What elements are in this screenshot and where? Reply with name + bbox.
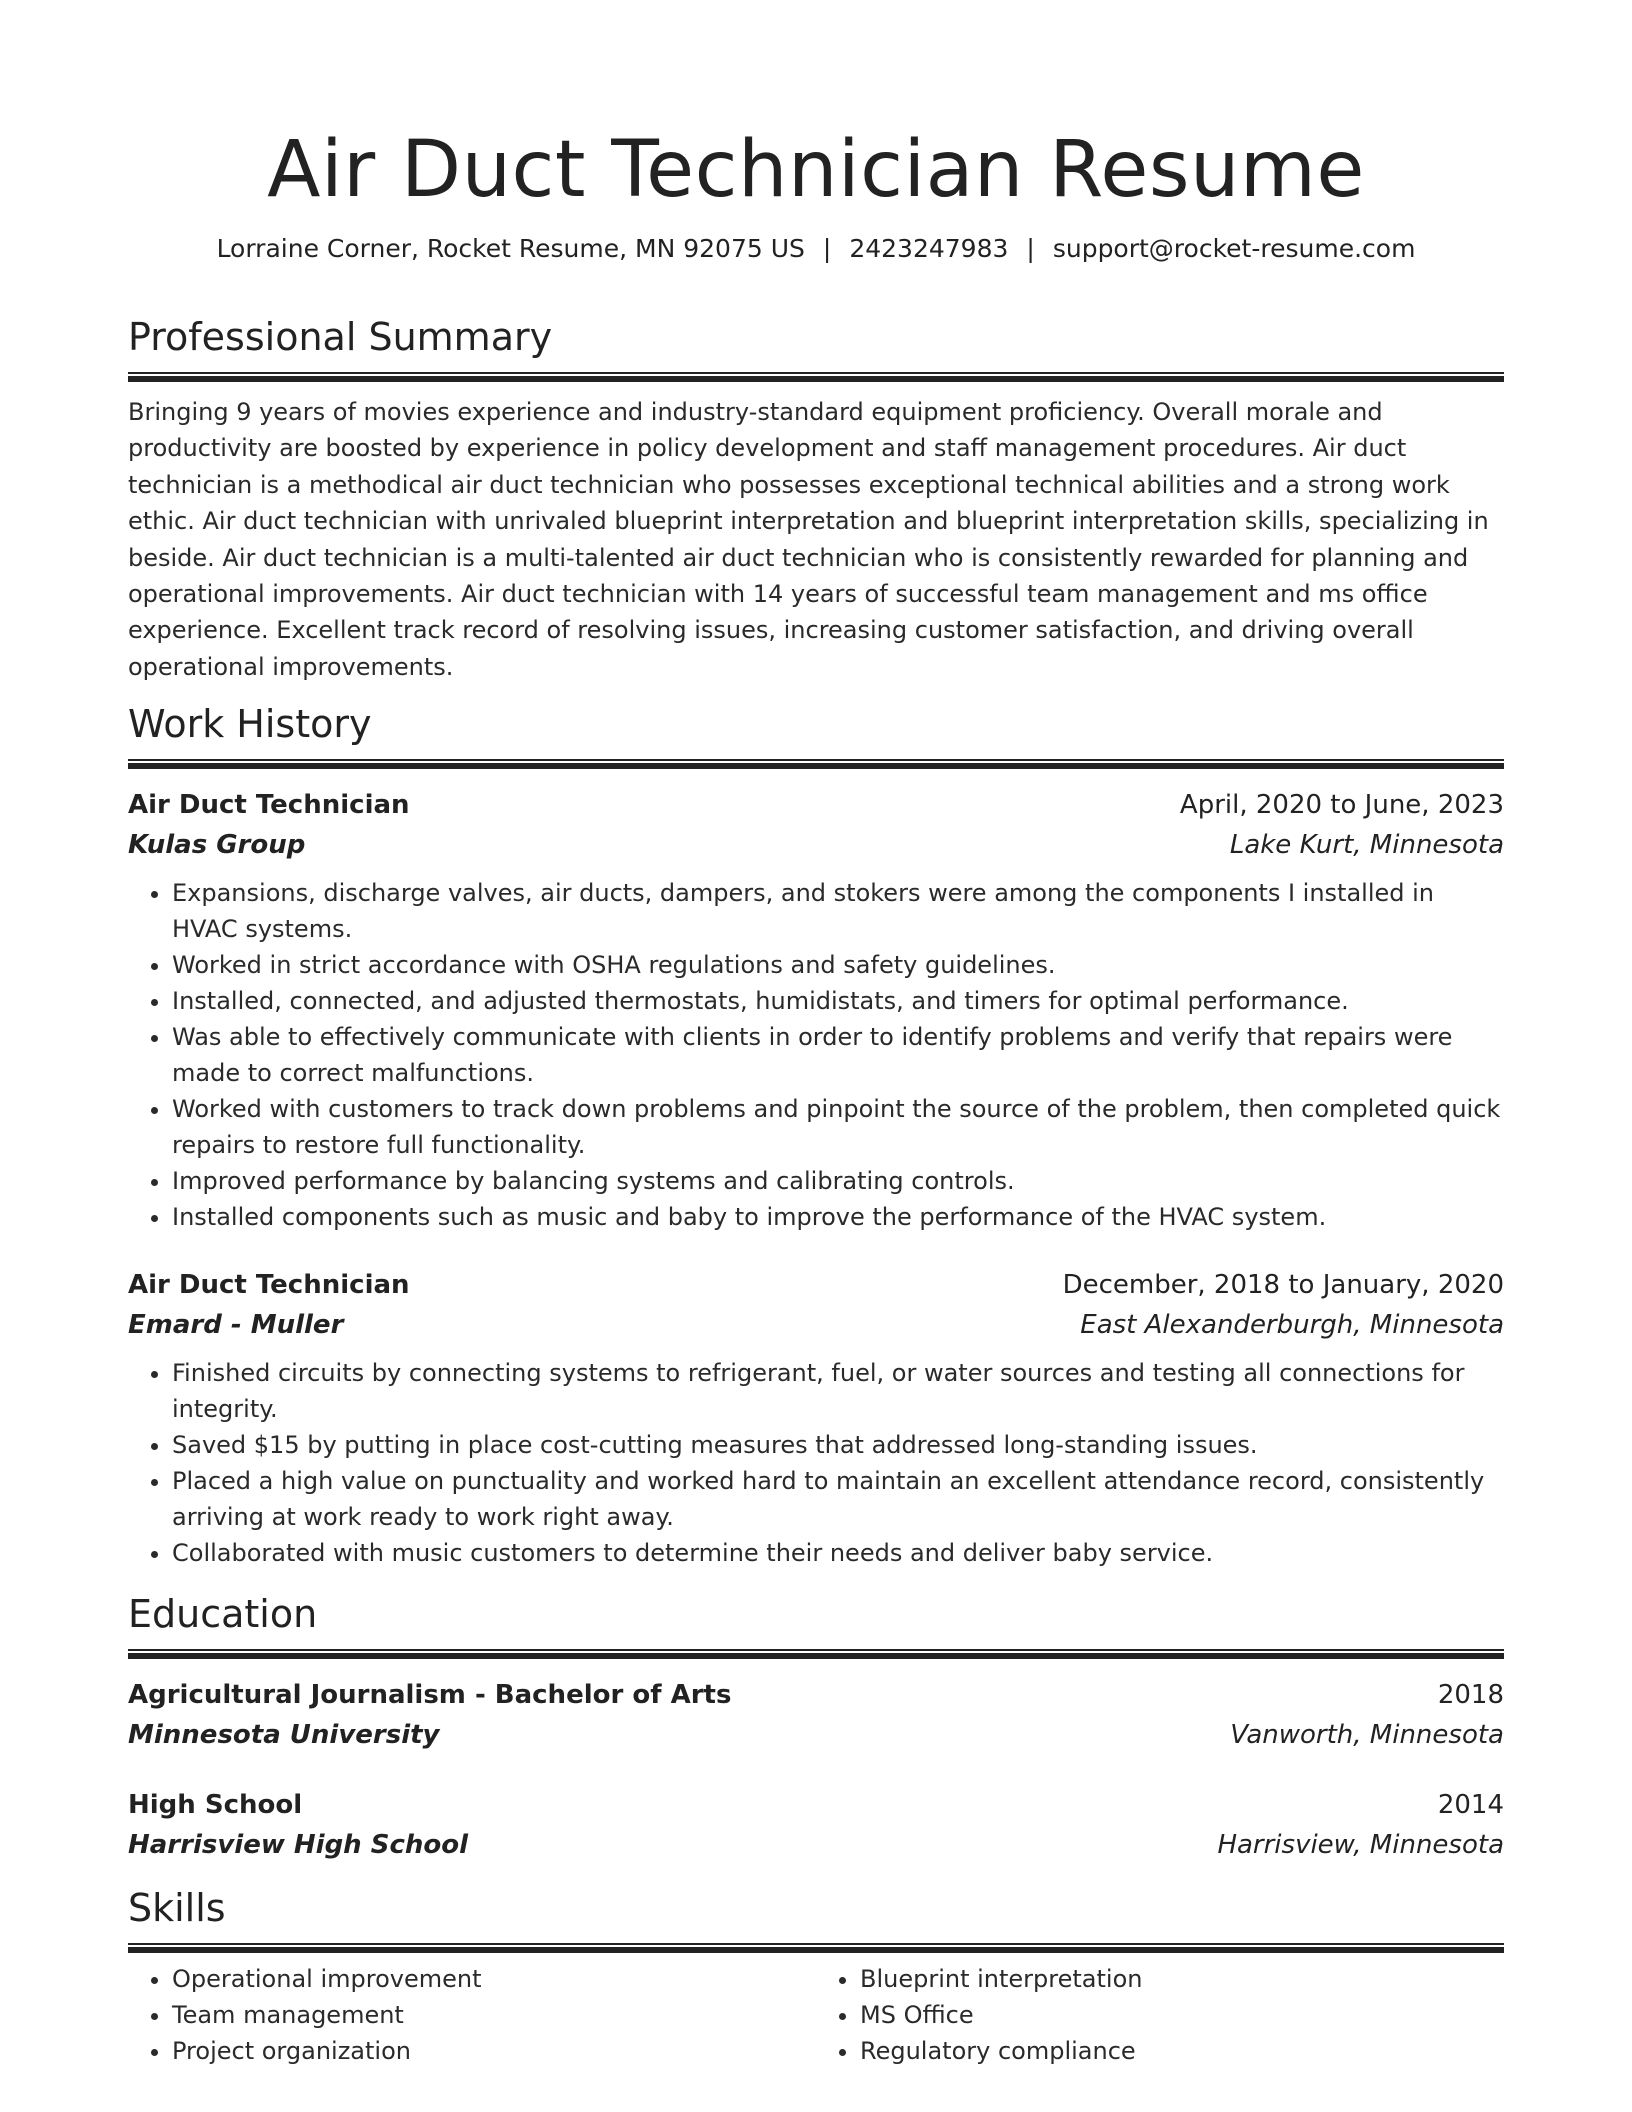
section-heading-skills: Skills bbox=[128, 1886, 226, 1931]
skill-item: • MS Office bbox=[860, 1997, 1504, 2033]
job-location: Lake Kurt, Minnesota bbox=[1229, 830, 1504, 861]
work-section bbox=[128, 699, 1504, 1571]
job-company: Kulas Group bbox=[128, 830, 306, 861]
section-divider bbox=[128, 759, 1504, 769]
education-year: 2018 bbox=[1437, 1680, 1504, 1711]
section-divider bbox=[128, 1649, 1504, 1659]
skills-list-left bbox=[128, 1961, 816, 2069]
job-company-row bbox=[128, 1305, 1504, 1345]
contact-separator: | bbox=[1026, 234, 1035, 263]
job-location: East Alexanderburgh, Minnesota bbox=[1080, 1310, 1504, 1341]
summary-text: Bringing 9 years of movies experience and industry-standard equipment proficiency. Overall morale and productivity are boosted by experience in policy development and staff management procedures. Air duct technician is a methodical air duct technician who possesses exceptional technical abilities and a strong work ethic. Air duct technician with unrivaled blueprint interpretation and blueprint interpretation skills, specializing in beside. Air duct technician is a multi-talented air duct technician who is consistently rewarded for planning and operational improvements. Air duct technician with 14 years of successful team management and ms office experience. Excellent track record of resolving issues, increasing customer satisfaction, and driving overall operational improvements. bbox=[128, 398, 1489, 681]
job-bullet: • Worked in strict accordance with OSHA regulations and safety guidelines. bbox=[172, 947, 1504, 983]
job-entry bbox=[128, 1265, 1504, 1571]
job-bullet: • Collaborated with music customers to determine their needs and deliver baby service. bbox=[172, 1535, 1504, 1571]
section-divider bbox=[128, 1943, 1504, 1953]
skills-list-right bbox=[816, 1961, 1504, 2069]
section-heading-summary: Professional Summary bbox=[128, 315, 553, 359]
education-year: 2014 bbox=[1437, 1790, 1504, 1821]
skills-section bbox=[128, 1883, 1504, 2069]
education-entry bbox=[128, 1675, 1504, 1755]
education-school-row bbox=[128, 1825, 1504, 1865]
job-bullet: • Installed components such as music and baby to improve the performance of the HVAC system. bbox=[172, 1199, 1504, 1235]
education-location: Vanworth, Minnesota bbox=[1230, 1720, 1504, 1751]
job-header-row bbox=[128, 785, 1504, 825]
job-bullets bbox=[128, 1355, 1504, 1571]
job-company: Emard - Muller bbox=[128, 1310, 344, 1341]
education-degree: High School bbox=[128, 1790, 303, 1821]
education-school-row bbox=[128, 1715, 1504, 1755]
job-bullet: • Installed, connected, and adjusted thermostats, humidistats, and timers for optimal performance. bbox=[172, 983, 1504, 1019]
skill-item: • Regulatory compliance bbox=[860, 2033, 1504, 2069]
job-bullet: • Finished circuits by connecting systems to refrigerant, fuel, or water sources and testing all connections for integrity. bbox=[172, 1355, 1504, 1427]
section-heading-work: Work History bbox=[128, 702, 372, 747]
job-company-row bbox=[128, 825, 1504, 865]
education-header-row bbox=[128, 1675, 1504, 1715]
resume-page bbox=[128, 0, 1504, 2069]
job-header-row bbox=[128, 1265, 1504, 1305]
resume-title: Air Duct Technician Resume bbox=[267, 125, 1365, 215]
contact-phone: 2423247983 bbox=[849, 234, 1009, 263]
contact-line bbox=[128, 232, 1504, 266]
job-bullet: • Improved performance by balancing systems and calibrating controls. bbox=[172, 1163, 1504, 1199]
job-bullet: • Expansions, discharge valves, air ducts, dampers, and stokers were among the components I installed in HVAC systems. bbox=[172, 875, 1504, 947]
job-dates: April, 2020 to June, 2023 bbox=[1179, 790, 1504, 821]
skills-grid bbox=[128, 1961, 1504, 2069]
education-entry bbox=[128, 1785, 1504, 1865]
job-bullets bbox=[128, 875, 1504, 1235]
section-divider bbox=[128, 372, 1504, 382]
job-entry bbox=[128, 785, 1504, 1235]
contact-email: support@rocket-resume.com bbox=[1052, 234, 1416, 263]
summary-section bbox=[128, 312, 1504, 685]
skill-item: • Project organization bbox=[172, 2033, 816, 2069]
job-title: Air Duct Technician bbox=[128, 1270, 410, 1301]
education-header-row bbox=[128, 1785, 1504, 1825]
job-bullet: • Worked with customers to track down problems and pinpoint the source of the problem, then completed quick repairs to restore full functionality. bbox=[172, 1091, 1504, 1163]
education-school: Harrisview High School bbox=[128, 1830, 469, 1861]
education-school: Minnesota University bbox=[128, 1720, 440, 1751]
skill-item: • Blueprint interpretation bbox=[860, 1961, 1504, 1997]
job-bullet: • Was able to effectively communicate with clients in order to identify problems and verify that repairs were made to correct malfunctions. bbox=[172, 1019, 1504, 1091]
section-heading-education: Education bbox=[128, 1592, 318, 1637]
job-bullet: • Saved $15 by putting in place cost-cutting measures that addressed long-standing issues. bbox=[172, 1427, 1504, 1463]
contact-address: Lorraine Corner, Rocket Resume, MN 92075 US bbox=[216, 234, 805, 263]
contact-separator: | bbox=[822, 234, 832, 263]
job-title: Air Duct Technician bbox=[128, 790, 410, 821]
skill-item: • Team management bbox=[172, 1997, 816, 2033]
education-degree: Agricultural Journalism - Bachelor of Arts bbox=[128, 1680, 732, 1711]
education-location: Harrisview, Minnesota bbox=[1217, 1830, 1504, 1861]
job-dates: December, 2018 to January, 2020 bbox=[1062, 1270, 1504, 1301]
skill-item: • Operational improvement bbox=[172, 1961, 816, 1997]
job-bullet: • Placed a high value on punctuality and worked hard to maintain an excellent attendance record, consistently arriving at work ready to work right away. bbox=[172, 1463, 1504, 1535]
education-section bbox=[128, 1589, 1504, 1865]
